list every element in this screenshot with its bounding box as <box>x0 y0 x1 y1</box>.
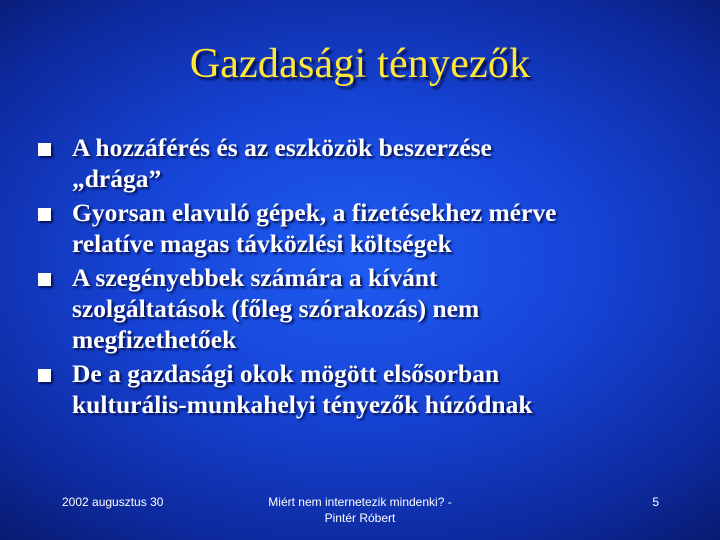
bullet-text-line: De a gazdasági okok mögött elsősorban <box>72 359 500 388</box>
square-bullet-icon <box>38 369 51 382</box>
footer-title-line: Miért nem internetezik mindenki? - <box>268 495 452 509</box>
footer-date: 2002 augusztus 30 <box>62 495 164 509</box>
square-bullet-icon <box>38 273 51 286</box>
footer-author: Pintér Róbert <box>324 511 396 525</box>
page-number: 5 <box>652 495 659 509</box>
footer-title <box>230 494 490 526</box>
square-bullet-icon <box>38 208 51 221</box>
bullet-item <box>38 132 688 194</box>
bullet-text-line: kulturális-munkahelyi tényezők húzódnak <box>72 390 533 419</box>
slide-title: Gazdasági tényezők <box>189 41 531 87</box>
bullet-item <box>38 197 688 259</box>
bullet-list <box>38 132 688 423</box>
bullet-text-line: Gyorsan elavuló gépek, a fizetésekhez mérve <box>72 198 557 227</box>
bullet-text-line: szolgáltatások (főleg szórakozás) nem <box>72 294 480 323</box>
bullet-item <box>38 262 688 355</box>
bullet-text-line: relatíve magas távközlési költségek <box>72 229 452 258</box>
square-bullet-icon <box>38 143 51 156</box>
bullet-text-line: megfizethetőek <box>72 325 237 354</box>
bullet-text-line: A hozzáférés és az eszközök beszerzése <box>72 133 492 162</box>
bullet-item <box>38 358 688 420</box>
bullet-text-line: A szegényebbek számára a kívánt <box>72 263 438 292</box>
bullet-text-line: „drága” <box>72 164 162 193</box>
